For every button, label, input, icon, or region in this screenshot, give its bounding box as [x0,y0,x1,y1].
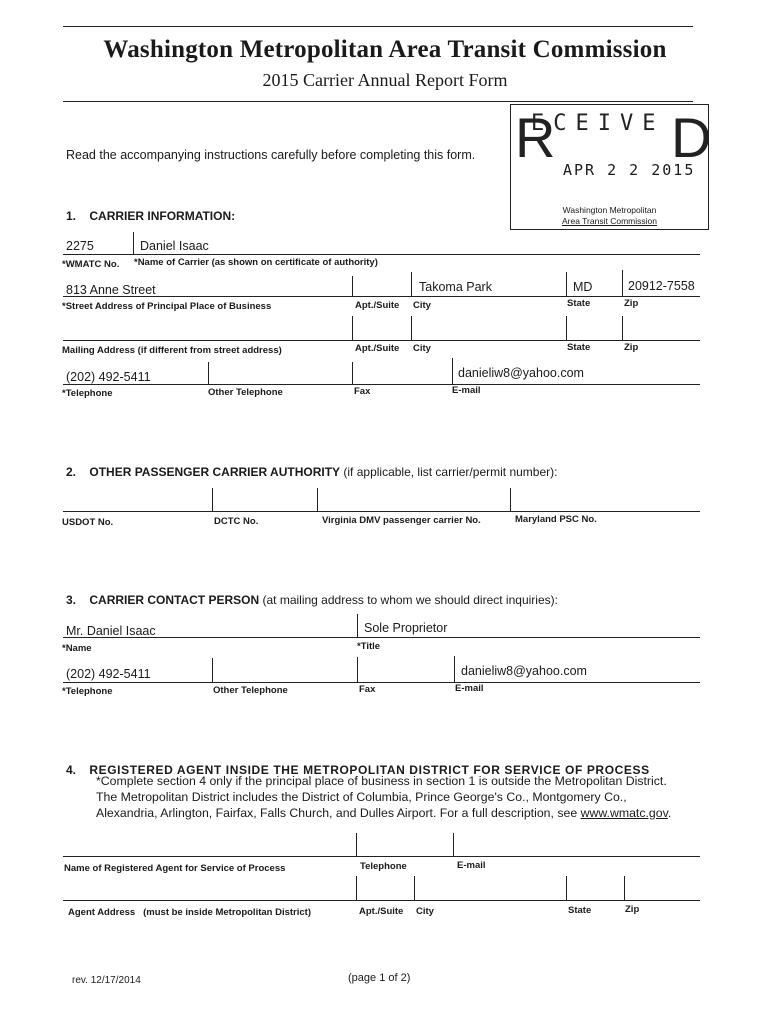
section2-number: 2. [66,465,77,479]
section4-number: 4. [66,763,77,777]
state-field[interactable]: MD [573,280,593,294]
received-stamp [510,104,712,230]
contact-fax-label: Fax [359,684,376,695]
instructions-text: Read the accompanying instructions carefully before completing this form. [66,148,476,162]
street-address-field[interactable]: 813 Anne Street [66,283,156,297]
agent-address-label-text: Agent Address [68,907,136,918]
divider [566,876,567,900]
contact-email-field[interactable]: danieliw8@yahoo.com [461,664,587,678]
carrier-name-field[interactable]: Daniel Isaac [140,239,209,253]
divider [452,358,453,384]
wmatc-number-field[interactable]: 2275 [66,239,94,253]
agent-city-label: City [416,906,434,917]
section4-line2: The Metropolitan District includes the District of Columbia, Prince George's Co., Montgomery Co., [96,790,627,804]
top-rule [63,26,693,27]
contact-title-label: *Title [357,641,381,652]
section4-line3-text: Alexandria, Arlington, Fairfax, Falls Church, and Dulles Airport. For a full description, see [96,806,578,820]
divider [356,876,357,900]
divider [352,276,353,296]
stamp-letter-d: D [671,106,712,169]
header-rule [63,101,693,102]
agent-address-note: (must be inside Metropolitan District) [143,907,311,918]
line [63,254,700,255]
divider [624,876,625,900]
section2-heading [66,465,557,479]
divider [454,656,455,682]
stamp-letter-r: R [515,106,556,169]
maryland-label: Maryland PSC No. [515,514,597,525]
agent-state-label: State [568,905,592,916]
section4-line3 [96,805,696,821]
contact-title-field[interactable]: Sole Proprietor [364,621,448,635]
mailing-address-line[interactable] [63,340,700,341]
agent-apt-label: Apt./Suite [359,906,404,917]
divider [411,316,412,340]
divider [414,876,415,900]
agent-name-label: Name of Registered Agent for Service of Process [64,863,286,874]
divider [566,316,567,340]
zip-label: Zip [624,298,639,309]
state-label: State [567,298,591,309]
agent-email-label: E-mail [457,860,486,871]
contact-telephone-field[interactable]: (202) 492-5411 [66,667,151,681]
stamp-date: APR 2 2 2015 [563,161,696,179]
apt-label: Apt./Suite [355,343,400,354]
page-number: (page 1 of 2) [348,972,411,984]
divider [357,657,358,682]
form-subtitle: 2015 Carrier Annual Report Form [262,70,508,90]
divider [356,833,357,856]
city-label: City [413,343,431,354]
section3-note: (at mailing address to whom we should direct inquiries): [262,593,558,607]
section3-title: CARRIER CONTACT PERSON [89,593,260,607]
zip-label: Zip [624,342,639,353]
stamp-org [511,205,708,227]
line [63,384,700,385]
divider [566,272,567,296]
agent-zip-label: Zip [625,904,640,915]
section1-heading [66,209,235,223]
revision-date: rev. 12/17/2014 [72,975,141,986]
telephone-field[interactable]: (202) 492-5411 [66,370,151,384]
wmatc-label: *WMATC No. [62,259,120,270]
section1-number: 1. [66,209,77,223]
section4-instructions [96,773,696,821]
section4-line1: *Complete section 4 only if the principal place of business in section 1 is outside the Metropolitan District. [96,774,667,788]
carrier-name-label: *Name of Carrier (as shown on certificate of authority) [134,257,378,268]
contact-email-label: E-mail [455,683,484,694]
fax-label: Fax [354,386,371,397]
link-suffix: . [667,806,672,820]
section2-title: OTHER PASSENGER CARRIER AUTHORITY [89,465,341,479]
divider [622,316,623,340]
divider [352,316,353,340]
contact-name-label: *Name [62,643,92,654]
section2-note: (if applicable, list carrier/permit number): [343,465,558,479]
dctc-label: DCTC No. [214,516,259,527]
email-label: E-mail [452,385,481,396]
line [63,682,700,683]
agent-address-line[interactable] [63,900,700,901]
mailing-label: Mailing Address (if different from street address) [62,345,282,356]
section1-title: CARRIER INFORMATION: [89,209,236,223]
telephone-label: *Telephone [62,388,113,399]
line [63,637,700,638]
usdot-label: USDOT No. [62,517,114,528]
section4-title: REGISTERED AGENT INSIDE THE METROPOLITAN DISTRICT FOR SERVICE OF PROCESS [89,763,650,777]
divider [133,232,134,254]
divider [357,614,358,637]
state-label: State [567,342,591,353]
divider [411,272,412,296]
contact-telephone-label: *Telephone [62,686,113,697]
divider [208,362,209,384]
other-telephone-label: Other Telephone [208,387,283,398]
email-field[interactable]: danieliw8@yahoo.com [458,366,584,380]
agent-address-label [68,907,311,918]
city-label: City [413,300,431,311]
divider [352,362,353,384]
stamp-org-line2: Area Transit Commission [562,216,657,226]
contact-name-field[interactable]: Mr. Daniel Isaac [66,624,156,638]
divider [317,488,318,511]
wmatc-link[interactable]: www.wmatc.gov [580,806,668,820]
divider [212,658,213,682]
section3-heading [66,593,558,607]
authority-line[interactable] [63,511,700,512]
agent-name-line[interactable] [63,856,700,857]
street-label: *Street Address of Principal Place of Business [62,301,272,312]
divider [622,270,623,296]
apt-label: Apt./Suite [355,300,400,311]
line [63,296,700,297]
agent-telephone-label: Telephone [360,861,407,872]
divider [510,488,511,511]
form-title: Washington Metropolitan Area Transit Commission [103,36,667,63]
stamp-org-line1: Washington Metropolitan [562,205,657,215]
city-field[interactable]: Takoma Park [419,280,492,294]
contact-other-telephone-label: Other Telephone [213,685,288,696]
zip-field[interactable]: 20912-7558 [628,279,695,293]
divider [212,488,213,511]
divider [453,833,454,856]
section3-number: 3. [66,593,77,607]
virginia-label: Virginia DMV passenger carrier No. [322,515,481,526]
stamp-word: ECEIVE [531,111,665,136]
